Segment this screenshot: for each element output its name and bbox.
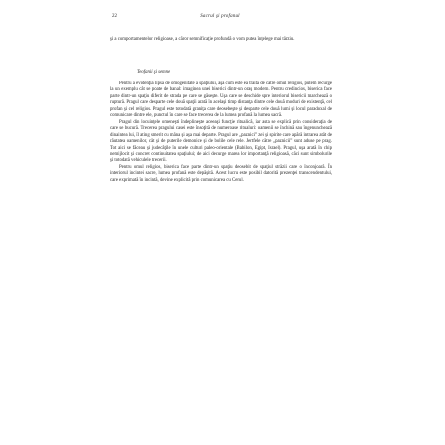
page-number: 22: [112, 14, 117, 19]
body-text: [110, 81, 332, 426]
body-paragraph: Pentru a evidenţia lipsa de omogenitate a spaţiului, aşa cum este ea trăită de către omul religios, putem recurge la un exemplu cât se poate de banal: imaginea unei biserici dintr-un oraş modern. Pentru credincios, biserica face parte dintr-un spaţiu diferit de strada pe care se găseşte. Uşa care se deschide spre interiorul bisericii marchează o ruptură. Pragul care desparte cele două spaţii arată în acelaşi timp distanţa dintre cele două moduri de existenţă, cel profan şi cel religios. Pragul este totodată graniţa care deosebeşte şi desparte cele două lumi şi locul paradoxal de comunicare dintre ele, punctul în care se face trecerea de la lumea profană la lumea sacră.: [110, 81, 332, 119]
body-paragraph: Pentru omul religios, biserica face parte dintr-un spaţiu deosebit de spaţiul străzii care o înconjoară. În interiorul incintei sacre, lumea profană este depăşită. Acest lucru este posibil datorită prezenţei transcendentului, care exprimată în incintă, devine explicită prin comunicarea cu Cerul.: [110, 164, 332, 183]
body-paragraph: Pragul din locuinţele omeneşti îndeplineşte aceeaşi funcţie ritualică, iar asta se explică prin consideraţia de care se bucură. Trecerea pragului casei este însoţită de numeroase ritualuri: oamenii se închină sau îngenunchează dinaintea lui, îl ating smerit cu mâna şi aşa mai departe. Pragul are „paznici” zei şi spirite care apără intrarea atât de răutatea oamenilor, cât şi de puterile demonice şi de bolile cele rele. Jertfele către „paznicii” sunt aduse pe prag. Tot aici se făceau şi judecăţile în unele culturi paleo-orientale (Babilon, Egipt, Israel). Pragul, uşa arată în chip nemijlocit şi concret continuitatea spaţiului; de aici decurge marea lor importanţă religioasă, căci sunt simbolurile şi totodată vehiculele trecerii.: [110, 119, 332, 164]
running-title: Sacrul şi profanul: [200, 14, 240, 19]
page-header: [0, 14, 445, 24]
section-title: Teofanii şi semne: [137, 70, 171, 75]
intro-paragraph: şi a comportamentelor religioase, a căror semnificaţie profundă o vom putea înţelege mai târziu.: [110, 37, 295, 42]
